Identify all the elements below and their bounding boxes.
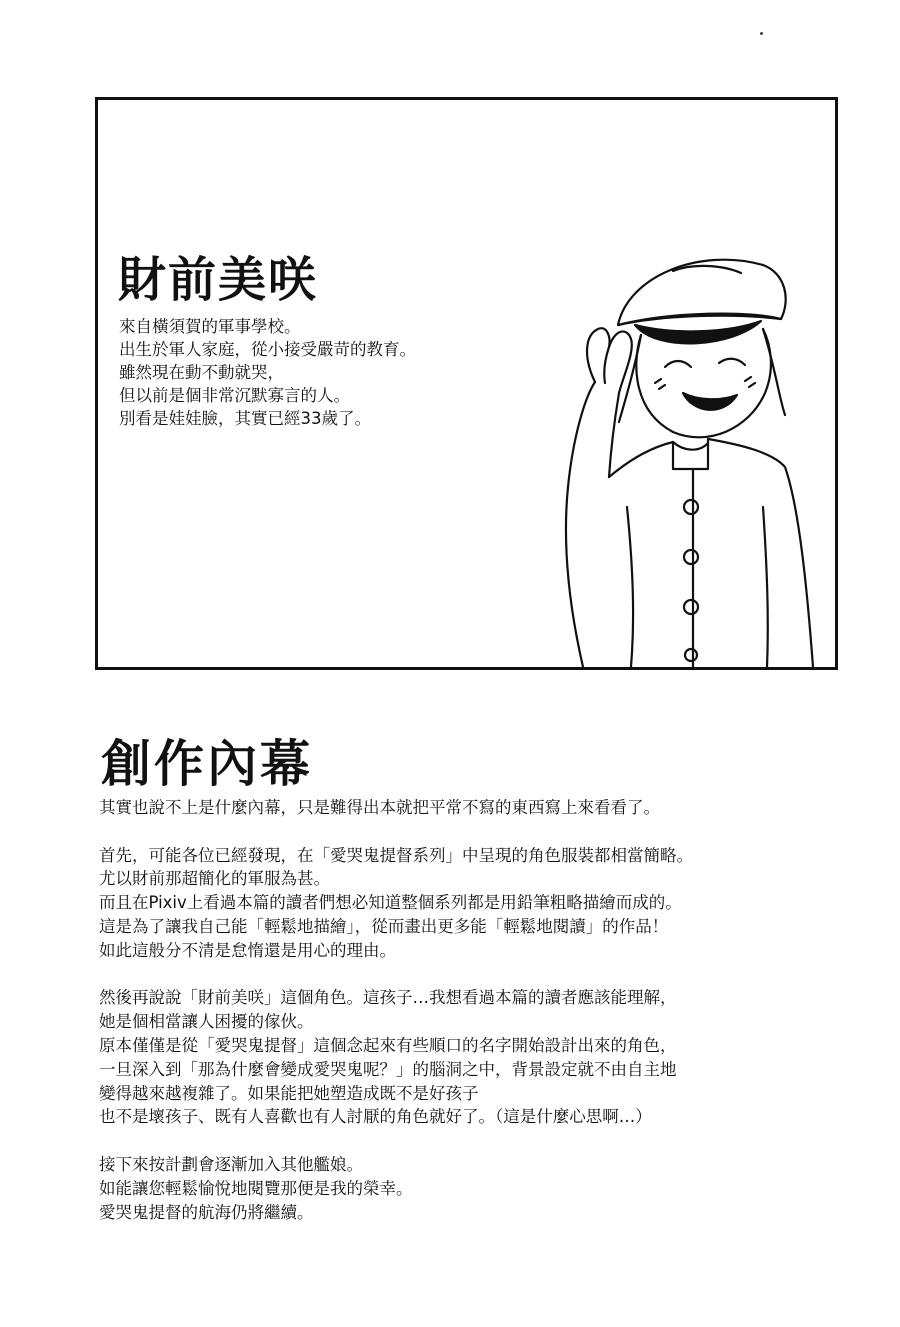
notes-line: 如此這般分不清是怠惰還是用心的理由。: [99, 940, 396, 960]
bio-line: 別看是娃娃臉，其實已經33歲了。: [119, 409, 371, 428]
notes-paragraph: [99, 1153, 799, 1224]
page-speck: [760, 32, 763, 35]
notes-line: 接下來按計劃會逐漸加入其他艦娘。: [99, 1154, 363, 1174]
character-profile-panel: [95, 97, 838, 670]
officer-cap-icon: [618, 260, 786, 344]
notes-paragraph: [99, 844, 799, 963]
character-illustration: [523, 207, 823, 667]
bio-line: 但以前是個非常沉默寡言的人。: [119, 386, 350, 405]
notes-paragraph: [99, 796, 799, 820]
notes-line: 然後再說說「財前美咲」這個角色。這孩子…我想看過本篇的讀者應該能理解，: [99, 988, 677, 1008]
notes-line: 原本僅僅是從「愛哭鬼提督」這個念起來有些順口的名字開始設計出來的角色，: [99, 1035, 677, 1055]
notes-line: 其實也說不上是什麼內幕，只是難得出本就把平常不寫的東西寫上來看看了。: [99, 798, 660, 817]
notes-paragraph: [99, 986, 799, 1129]
uniform-icon: [566, 439, 813, 667]
bio-line: 雖然現在動不動就哭，: [119, 363, 284, 382]
creator-notes-body: [99, 796, 799, 1248]
notes-line: 尤以財前那超簡化的軍服為甚。: [99, 869, 330, 889]
bio-line: 出生於軍人家庭，從小接受嚴苛的教育。: [119, 340, 416, 359]
character-name: 財前美咲: [118, 252, 319, 308]
notes-line: 首先，可能各位已經發現，在「愛哭鬼提督系列」中呈現的角色服裝都相當簡略。: [99, 845, 693, 865]
notes-line: 如能讓您輕鬆愉悅地閱覽那便是我的榮幸。: [99, 1178, 413, 1198]
character-bio: [119, 315, 416, 430]
notes-line: 愛哭鬼提督的航海仍將繼續。: [99, 1202, 314, 1222]
creator-notes-title: 創作內幕: [101, 735, 313, 793]
notes-line: 變得越來越複雜了。如果能把她塑造成既不是好孩子: [99, 1083, 479, 1103]
notes-line: 一旦深入到「那為什麼會變成愛哭鬼呢？」的腦洞之中，背景設定就不由自主地: [99, 1059, 677, 1079]
notes-line: 也不是壞孩子、既有人喜歡也有人討厭的角色就好了。（這是什麼心思啊…）: [99, 1107, 652, 1127]
notes-line: 這是為了讓我自己能「輕鬆地描繪」，從而畫出更多能「輕鬆地閱讀」的作品！: [99, 916, 669, 936]
notes-line: 而且在Pixiv上看過本篇的讀者們想必知道整個系列都是用鉛筆粗略描繪而成的。: [99, 893, 682, 913]
bio-line: 來自橫須賀的軍事學校。: [119, 317, 301, 336]
face-icon: [619, 329, 785, 437]
notes-line: 她是個相當讓人困擾的傢伙。: [99, 1012, 314, 1032]
